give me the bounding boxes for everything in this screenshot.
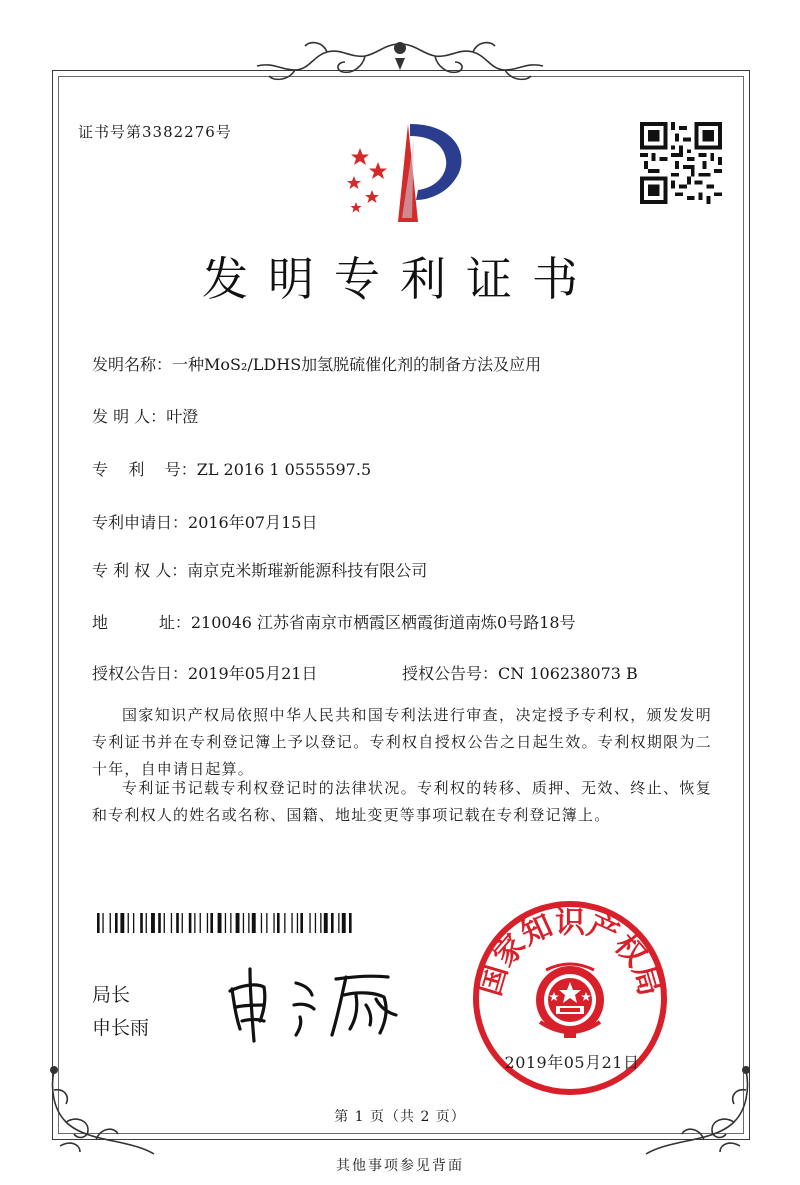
- grant-number-row: [402, 661, 638, 684]
- statement-paragraph-2: 专利证书记载专利权登记时的法律状况。专利权的转移、质押、无效、终止、恢复和专利权人的姓名或名称、国籍、地址变更等事项记载在专利登记簿上。: [92, 779, 712, 824]
- grant-date-label: 授权公告日：: [92, 664, 189, 683]
- grant-number-label: 授权公告号：: [402, 664, 499, 683]
- top-ornament: [245, 36, 555, 94]
- address-label: 地 址：: [92, 613, 191, 632]
- patentee-label: 专 利 权 人：: [92, 561, 188, 580]
- grant-number-value: CN 106238073 B: [498, 664, 638, 683]
- certificate-number: 证书号第3382276号: [78, 123, 232, 141]
- invention-name-value: 一种MoS₂/LDHS加氢脱硫催化剂的制备方法及应用: [172, 355, 542, 374]
- patent-number-label: 专 利 号：: [92, 460, 197, 479]
- signatory-name: 申长雨: [92, 1017, 150, 1039]
- statement-paragraph-1: 国家知识产权局依照中华人民共和国专利法进行审查，决定授予专利权，颁发发明专利证书并在专利登记簿上予以登记。专利权自授权公告之日起生效。专利权期限为二十年，自申请日起算。: [92, 706, 712, 778]
- handwritten-signature: [220, 955, 410, 1045]
- cnipa-logo-icon: [338, 118, 468, 230]
- qr-code-icon: [640, 122, 722, 204]
- patent-number-row: [92, 457, 371, 480]
- invention-name-label: 发明名称：: [92, 355, 173, 374]
- patentee-row: [92, 558, 427, 581]
- page-number: 第 1 页（共 2 页）: [334, 1109, 466, 1125]
- inventor-row: [92, 404, 198, 427]
- signatory-title: 局长: [92, 984, 131, 1006]
- barcode-icon: [97, 913, 419, 933]
- address-value: 210046 江苏省南京市栖霞区栖霞街道南炼0号路18号: [190, 613, 576, 632]
- address-row: [92, 610, 576, 633]
- seal-text: 国家知识产权局: [472, 905, 668, 1000]
- filing-date-row: [92, 510, 317, 533]
- grant-date-value: 2019年05月21日: [188, 664, 318, 683]
- filing-date-label: 专利申请日：: [92, 513, 189, 532]
- seal-date: 2019年05月21日: [504, 1053, 640, 1072]
- patentee-value: 南京克米斯璀新能源科技有限公司: [187, 561, 428, 580]
- inventor-value: 叶澄: [166, 407, 199, 426]
- inventor-label: 发 明 人：: [92, 407, 167, 426]
- certificate-title: 发明专利证书: [202, 252, 598, 306]
- grant-date-row: [92, 661, 317, 684]
- invention-name-row: [92, 352, 541, 375]
- filing-date-value: 2016年07月15日: [188, 513, 318, 532]
- footer-note: 其他事项参见背面: [336, 1158, 464, 1174]
- patent-number-value: ZL 2016 1 0555597.5: [196, 460, 372, 479]
